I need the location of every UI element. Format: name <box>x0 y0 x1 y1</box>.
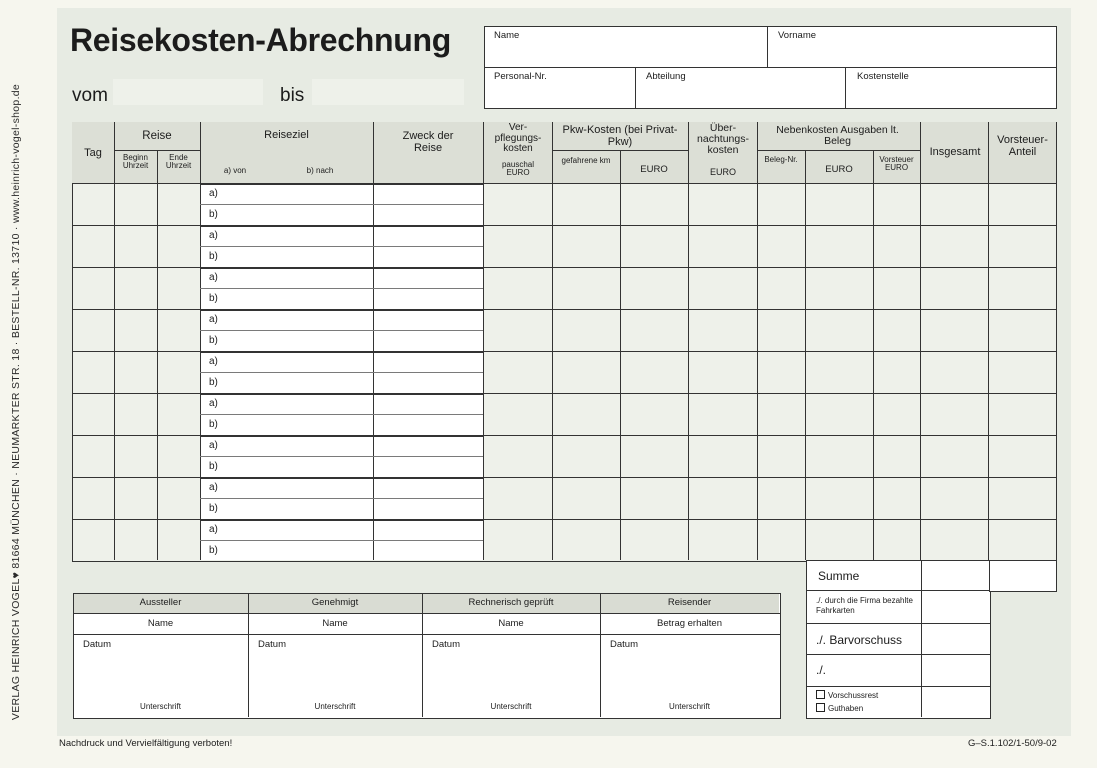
header-reiseziel: Reiseziel <box>264 129 309 141</box>
minus-label: ./. <box>816 663 827 677</box>
header-beginn: Beginn Uhrzeit <box>122 153 149 171</box>
grid-vertical-line <box>757 122 758 560</box>
signature-date-label-2: Datum <box>258 639 286 650</box>
row-label-von: a) <box>209 314 218 325</box>
grid-horizontal-line <box>200 372 483 373</box>
signature-date-label-4: Datum <box>610 639 638 650</box>
grid-horizontal-line <box>200 226 483 227</box>
summary-vorsteuer-total-cell[interactable] <box>989 560 1057 592</box>
row-label-nach: b) <box>209 293 218 304</box>
grid-horizontal-line <box>200 268 483 269</box>
grid-horizontal-line <box>200 394 483 395</box>
grid-vertical-line <box>988 122 989 560</box>
firma-fahrkarten-label: ./. durch die Firma bezahlte Fahrkarten <box>816 596 913 616</box>
row-label-nach: b) <box>209 209 218 220</box>
grid-vertical-line <box>114 122 115 560</box>
guthaben-label: Guthaben <box>828 704 864 713</box>
signature-line-label-1: Unterschrift <box>140 702 181 711</box>
period-to-label: bis <box>280 85 305 106</box>
grid-vertical-line <box>552 122 553 560</box>
grid-horizontal-line <box>200 288 483 289</box>
grid-horizontal-line <box>200 184 483 185</box>
grid-horizontal-line <box>200 456 483 457</box>
header-vorsteuer-euro: Vorsteuer EURO <box>879 155 914 173</box>
header-tag: Tag <box>84 147 102 159</box>
abteilung-field-label: Abteilung <box>646 71 686 82</box>
signature-line-label-4: Unterschrift <box>669 702 710 711</box>
header-beleg-nr: Beleg-Nr. <box>764 155 798 164</box>
footer-form-number: G–S.1.102/1-50/9-02 <box>968 738 1057 749</box>
grid-horizontal-line <box>757 150 920 151</box>
signature-date-label-1: Datum <box>83 639 111 650</box>
signature-name-2: Name <box>322 618 348 629</box>
vorschussrest-checkbox[interactable] <box>816 690 825 699</box>
header-insgesamt: Insgesamt <box>929 146 981 158</box>
grid-vertical-line <box>920 122 921 560</box>
grid-horizontal-line <box>200 330 483 331</box>
row-label-von: a) <box>209 482 218 493</box>
grid-horizontal-line <box>200 478 483 479</box>
guthaben-option[interactable] <box>816 703 863 713</box>
grid-horizontal-line <box>114 150 200 151</box>
guthaben-checkbox[interactable] <box>816 703 825 712</box>
publisher-sidebar-text: VERLAG HEINRICH VOGEL♥ 81664 MÜNCHEN · NEUMARKTER STR. 18 · BESTELL-NR. 13710 · www.heinrich-vogel-shop.de <box>10 83 22 721</box>
row-label-von: a) <box>209 440 218 451</box>
header-uebernachtung-sub: EURO <box>709 167 736 177</box>
row-label-von: a) <box>209 398 218 409</box>
grid-vertical-line <box>157 150 158 560</box>
signature-name-3: Name <box>498 618 524 629</box>
header-b-nach: b) nach <box>306 166 334 175</box>
kostenstelle-field-label: Kostenstelle <box>857 71 909 82</box>
grid-vertical-line <box>873 150 874 560</box>
signature-role-2: Genehmigt <box>311 597 359 608</box>
signature-name-4: Betrag erhalten <box>657 618 722 629</box>
row-label-von: a) <box>209 524 218 535</box>
vorschussrest-option[interactable] <box>816 690 878 700</box>
grid-horizontal-line <box>200 204 483 205</box>
row-label-nach: b) <box>209 419 218 430</box>
row-label-nach: b) <box>209 461 218 472</box>
signature-line-label-2: Unterschrift <box>314 702 356 711</box>
vorname-field-label: Vorname <box>778 30 817 41</box>
grid-horizontal-line <box>200 520 483 521</box>
header-ende: Ende Uhrzeit <box>165 153 192 171</box>
signature-divider <box>422 593 423 717</box>
signature-role-3: Rechnerisch geprüft <box>468 597 554 608</box>
header-pkw: Pkw-Kosten (bei Privat-Pkw) <box>562 124 678 148</box>
summe-label: Summe <box>818 569 860 583</box>
signature-divider <box>248 593 249 717</box>
row-label-nach: b) <box>209 377 218 388</box>
header-uebernachtung: Über-nachtungs-kosten <box>697 122 749 157</box>
grid-horizontal-line <box>200 414 483 415</box>
row-label-von: a) <box>209 356 218 367</box>
header-pkw-euro: EURO <box>640 164 668 175</box>
grid-horizontal-line <box>200 310 483 311</box>
period-to-field[interactable] <box>312 79 464 105</box>
header-a-von: a) von <box>223 166 247 175</box>
row-label-nach: b) <box>209 251 218 262</box>
header-nebenkosten: Nebenkosten Ausgaben lt. Beleg <box>776 124 899 148</box>
row-label-von: a) <box>209 188 218 199</box>
row-label-nach: b) <box>209 335 218 346</box>
grid-horizontal-line <box>552 150 688 151</box>
signature-divider <box>600 593 601 717</box>
grid-vertical-line <box>620 150 621 560</box>
header-neben-euro: EURO <box>825 164 853 175</box>
row-label-von: a) <box>209 230 218 241</box>
header-verpflegung: Ver-pflegungs-kosten <box>494 122 542 154</box>
row-label-nach: b) <box>209 503 218 514</box>
header-reise: Reise <box>142 130 172 142</box>
grid-horizontal-line <box>200 540 483 541</box>
header-zweck: Zweck der Reise <box>402 130 454 154</box>
grid-horizontal-line <box>200 352 483 353</box>
grid-vertical-line <box>483 122 484 560</box>
form-title: Reisekosten-Abrechnung <box>70 22 452 58</box>
signature-name-1: Name <box>147 618 174 629</box>
header-vorsteuer-anteil: Vorsteuer-Anteil <box>997 134 1048 158</box>
row-label-nach: b) <box>209 545 218 556</box>
grid-vertical-line <box>200 122 201 560</box>
grid-vertical-line <box>373 122 374 560</box>
vorschussrest-label: Vorschussrest <box>828 691 879 700</box>
grid-horizontal-line <box>200 498 483 499</box>
row-label-von: a) <box>209 272 218 283</box>
signature-role-4: Reisender <box>667 597 712 608</box>
grid-horizontal-line <box>200 436 483 437</box>
header-pkw-km: gefahrene km <box>561 156 611 165</box>
signature-date-label-3: Datum <box>432 639 460 650</box>
barvorschuss-label: ./. Barvorschuss <box>816 633 903 647</box>
signature-line-label-3: Unterschrift <box>490 702 532 711</box>
period-from-label: vom <box>72 85 108 106</box>
period-from-field[interactable] <box>113 79 263 105</box>
footer-copyright-note: Nachdruck und Vervielfältigung verboten! <box>59 738 233 749</box>
personal-nr-field-label: Personal-Nr. <box>494 71 547 82</box>
grid-horizontal-line <box>200 246 483 247</box>
grid-vertical-line <box>805 150 806 560</box>
name-field-label: Name <box>494 30 520 41</box>
header-verpflegung-sub: pauschal EURO <box>501 160 535 178</box>
grid-vertical-line <box>688 122 689 560</box>
signature-role-1: Aussteller <box>139 597 182 608</box>
